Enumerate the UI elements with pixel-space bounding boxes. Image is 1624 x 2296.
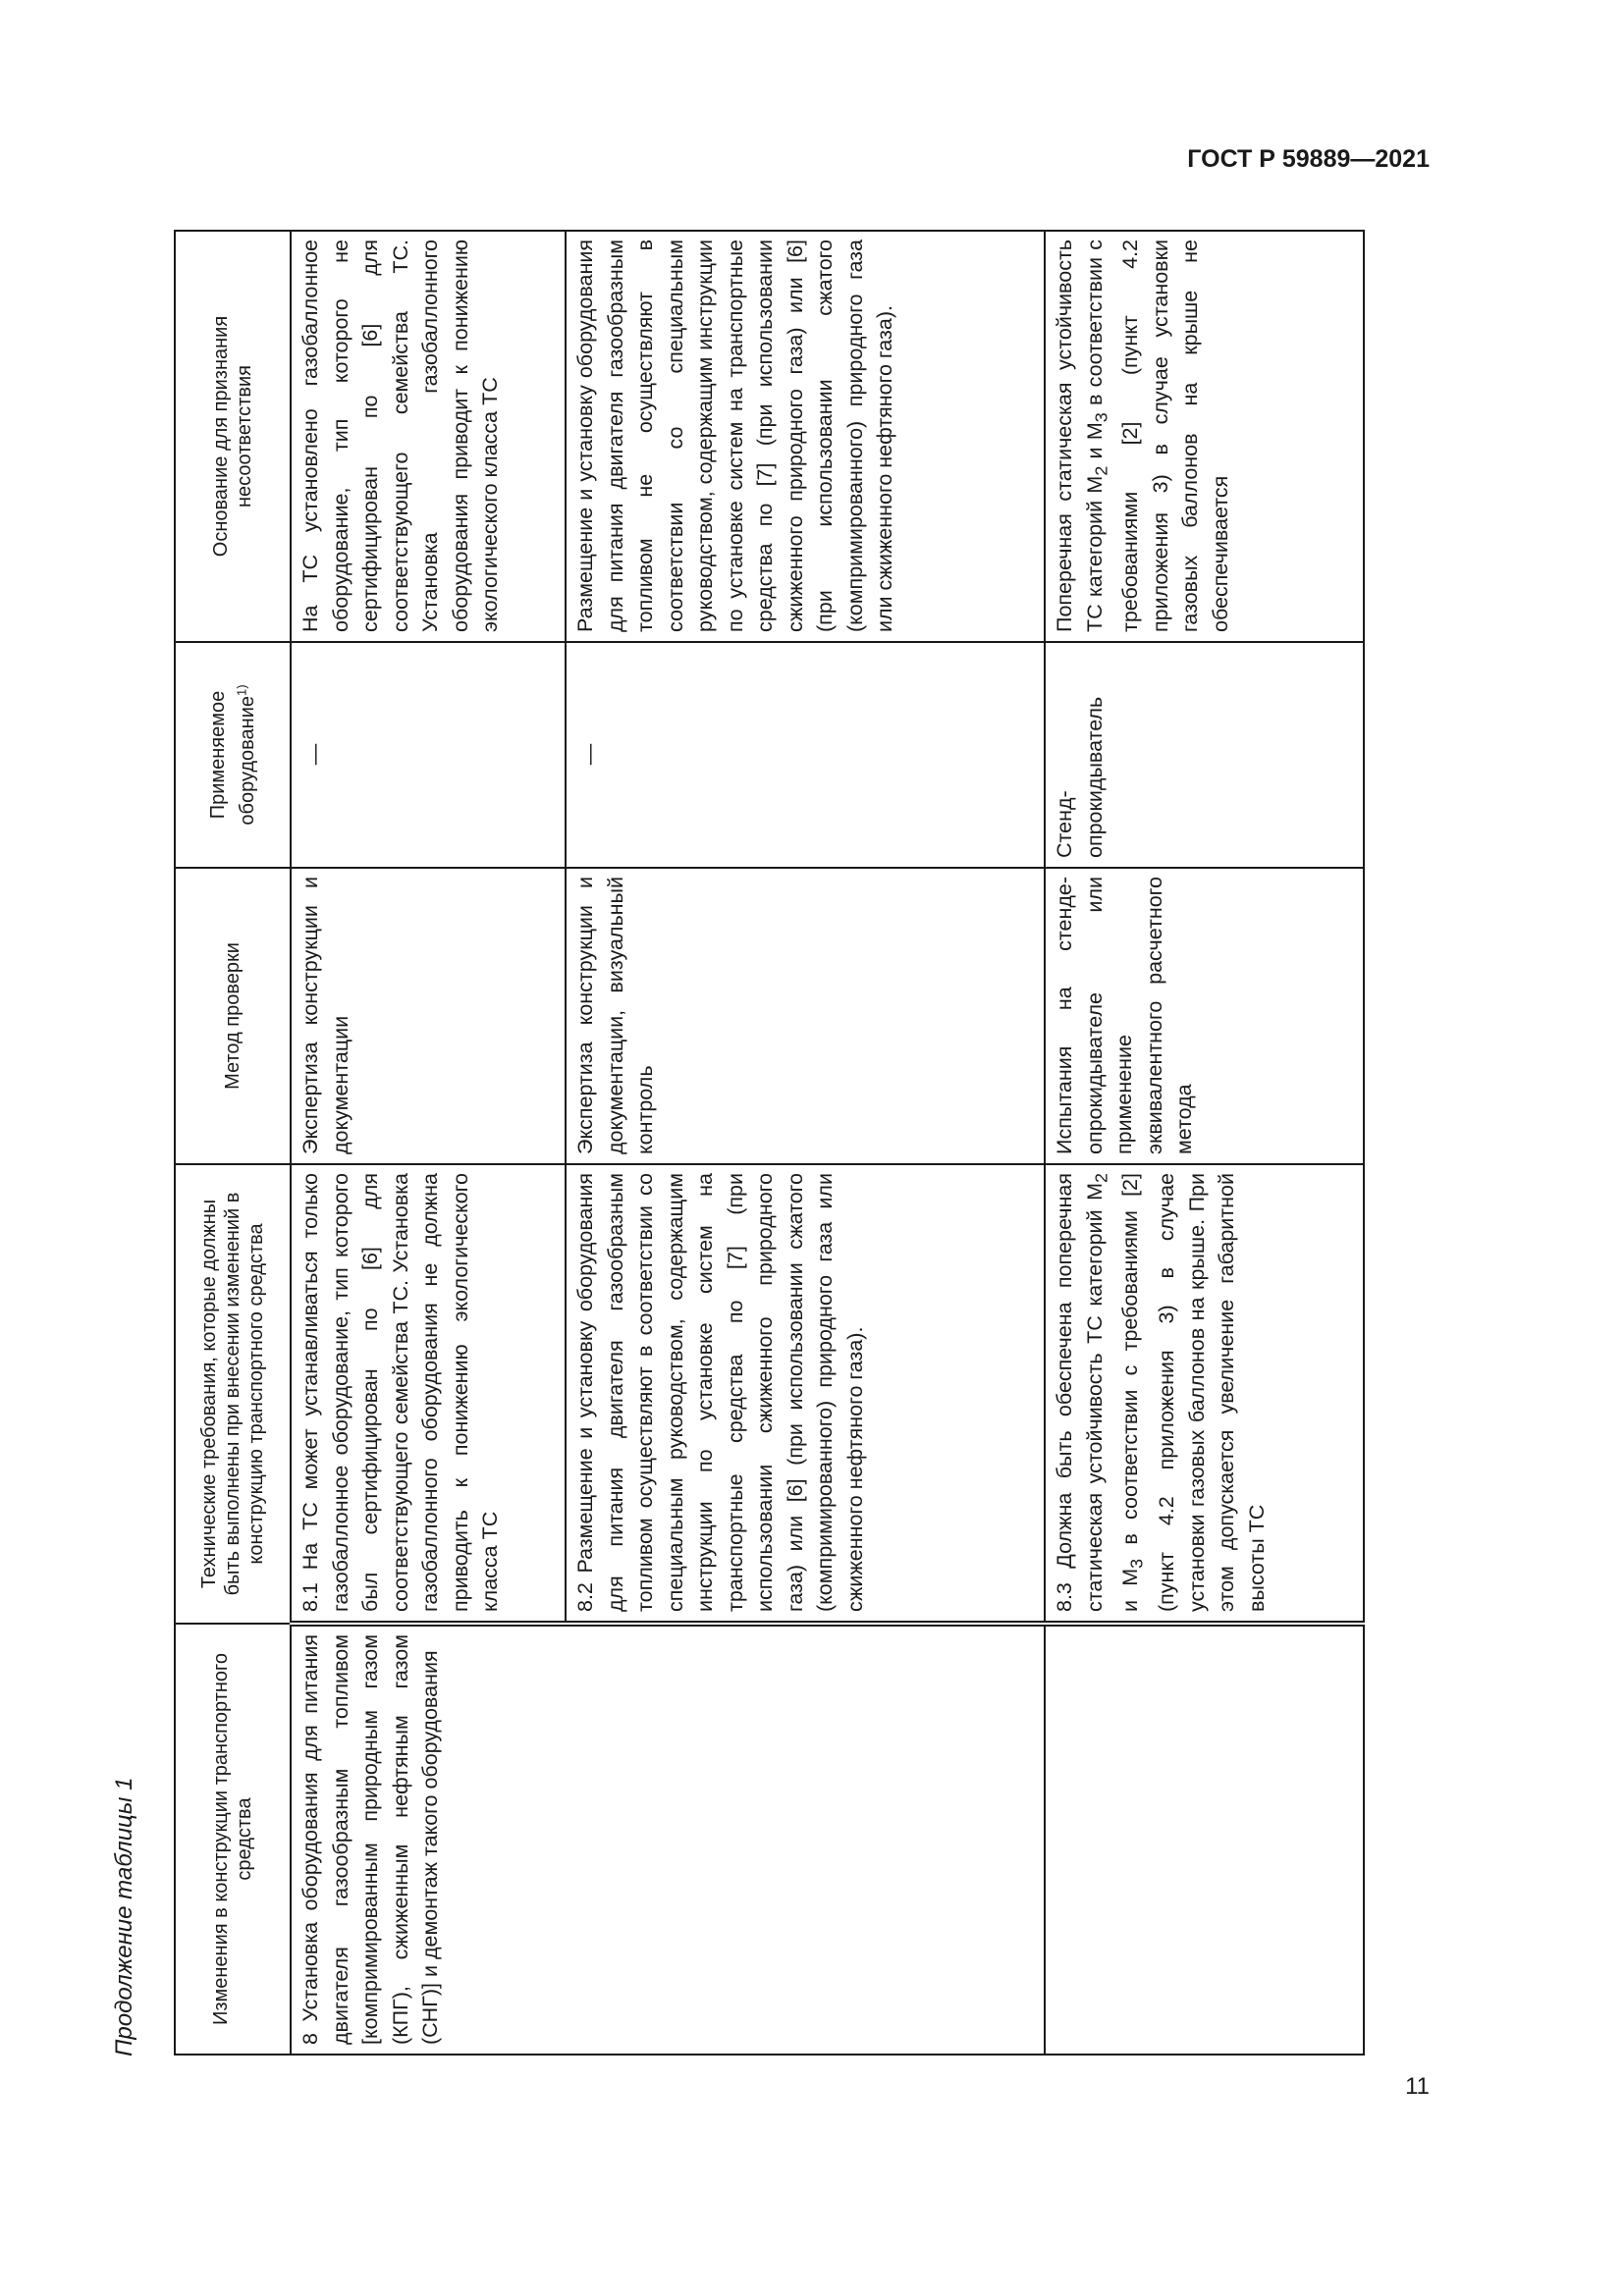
col-header-basis: Основание для признания несоответствия (175, 231, 291, 642)
table-row (1045, 231, 1364, 2055)
table-row (291, 231, 566, 2055)
basis-cell: Поперечная статическая устойчивость ТС категорий $М_2$ и $М_3$ в соответствии с требованиями [2] (пункт 4.2 приложения 3) в случае установки газовых баллонов на крыше не обеспечивается (1045, 231, 1364, 642)
col-header-method: Метод проверки (175, 868, 291, 1164)
equipment-cell: — (566, 642, 1045, 868)
col-header-equipment (175, 642, 291, 868)
page-number: 11 (1405, 2073, 1430, 2100)
basis-cell: Размещение и установку оборудования для питания двигателя газообразным топливом не осуществляют в соответствии со специальным руководством, содержащим инструкции по установке систем на транспортные средства по [7] (при использовании сжиженного природного газа) или [6] (при использовании сжатого (компримированного) природного газа или сжиженного нефтяного газа). (566, 231, 1045, 642)
equipment-header-text: Применяемое оборудование$^{1)}$ (207, 684, 258, 826)
col-header-change: Изменения в конструкции транспортного средства (175, 1624, 291, 2055)
requirements-table (174, 230, 1365, 2056)
basis-cell: На ТС установлено газобаллонное оборудование, тип которого не сертифицирован по [6] для соответствующего семейства ТС. Установка газобаллонного оборудования приводит к понижению экологического класса ТС (291, 231, 566, 642)
requirement-cell: 8.3 Должна быть обеспечена поперечная статическая устойчивость ТС категорий $М_2$ и $М_3$ в соответствии с требованиями [2] (пункт 4.2 приложения 3) в случае установки газовых баллонов на крыше. При этом допускается увеличение габаритной высоты ТС (1045, 1164, 1364, 1624)
equipment-cell: — (291, 642, 566, 868)
rotated-table-container (174, 232, 1338, 2056)
change-group-cell: 8 Установка оборудования для питания двигателя газообразным топливом [компримированным природным газом (КПГ), сжиженным нефтяным газом (СНГ)] и демонтаж такого оборудования (291, 1624, 1045, 2055)
change-group-cell-empty (1045, 1624, 1364, 2055)
table-header-row (175, 231, 291, 2055)
method-cell: Испытания на стенде-опрокидывателе или применение эквивалентного расчетного метода (1045, 868, 1364, 1164)
method-cell: Экспертиза конструкции и документации (291, 868, 566, 1164)
col-header-requirements: Технические требования, которые должны быть выполнены при внесении изменений в конструкцию транспортного средства (175, 1164, 291, 1624)
method-cell: Экспертиза конструкции и документации, визуальный контроль (566, 868, 1045, 1164)
requirement-cell: 8.1 На ТС может устанавливаться только газобаллонное оборудование, тип которого был сертифицирован по [6] для соответствующего семейства ТС. Установка газобаллонного оборудования не должна приводить к понижению экологического класса ТС (291, 1164, 566, 1624)
document-code: ГОСТ Р 59889—2021 (1187, 145, 1430, 173)
requirement-cell: 8.2 Размещение и установку оборудования для питания двигателя газообразным топливом осуществляют в соответствии со специальным руководством, содержащим инструкции по установке систем на транспортные средства по [7] (при использовании сжиженного природного газа) или [6] (при использовании сжатого (компримированного) природного газа или сжиженного нефтяного газа). (566, 1164, 1045, 1624)
equipment-cell: Стенд-опрокидыватель (1045, 642, 1364, 868)
table-caption: Продолжение таблицы 1 (111, 1777, 137, 2056)
